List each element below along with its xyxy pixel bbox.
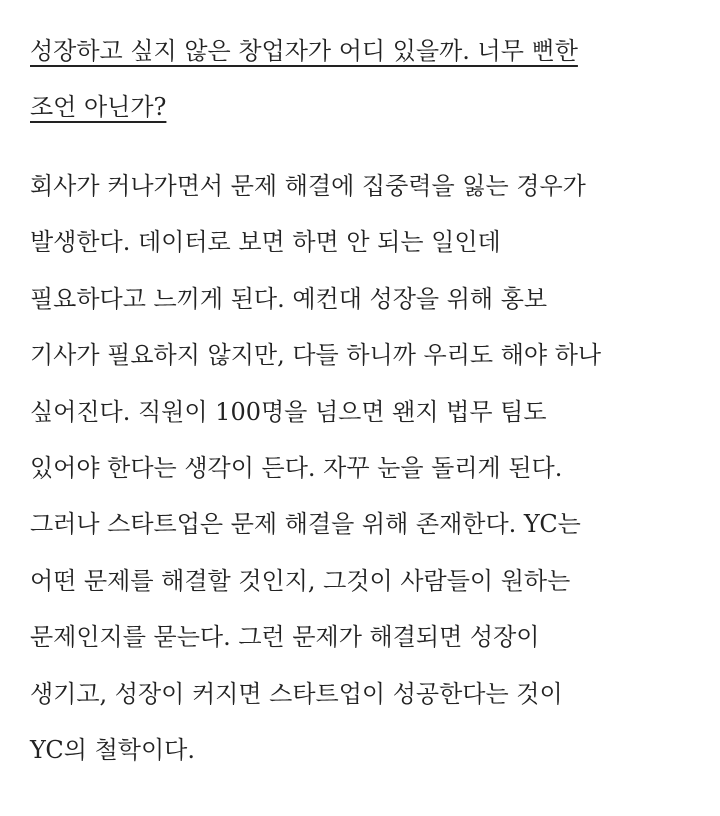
paragraph-line: 필요하다고 느끼게 된다. 예컨대 성장을 위해 홍보 bbox=[30, 284, 548, 313]
paragraph-line: 문제인지를 묻는다. 그런 문제가 해결되면 성장이 bbox=[30, 623, 540, 652]
article-paragraph bbox=[30, 135, 700, 778]
quote-line: 조언 아닌가? bbox=[30, 93, 167, 121]
article-content bbox=[30, 0, 700, 778]
linked-quote bbox=[30, 0, 700, 135]
paragraph-line: 있어야 한다는 생각이 든다. 자꾸 눈을 돌리게 된다. bbox=[30, 454, 563, 483]
quote-line: 성장하고 싶지 않은 창업자가 어디 있을까. 너무 뻔한 bbox=[30, 37, 578, 65]
paragraph-line: 그러나 스타트업은 문제 해결을 위해 존재한다. YC는 bbox=[30, 510, 581, 539]
paragraph-line: 어떤 문제를 해결할 것인지, 그것이 사람들이 원하는 bbox=[30, 566, 571, 595]
quote-link[interactable] bbox=[30, 23, 700, 135]
paragraph-line: 생기고, 성장이 커지면 스타트업이 성공한다는 것이 bbox=[30, 679, 563, 708]
paragraph-line: 기사가 필요하지 않지만, 다들 하니까 우리도 해야 하나 bbox=[30, 341, 602, 370]
paragraph-line: 싶어진다. 직원이 100명을 넘으면 왠지 법무 팀도 bbox=[30, 397, 547, 426]
paragraph-line: YC의 철학이다. bbox=[30, 736, 195, 765]
paragraph-line: 발생한다. 데이터로 보면 하면 안 되는 일인데 bbox=[30, 228, 501, 257]
paragraph-line: 회사가 커나가면서 문제 해결에 집중력을 잃는 경우가 bbox=[30, 172, 586, 200]
